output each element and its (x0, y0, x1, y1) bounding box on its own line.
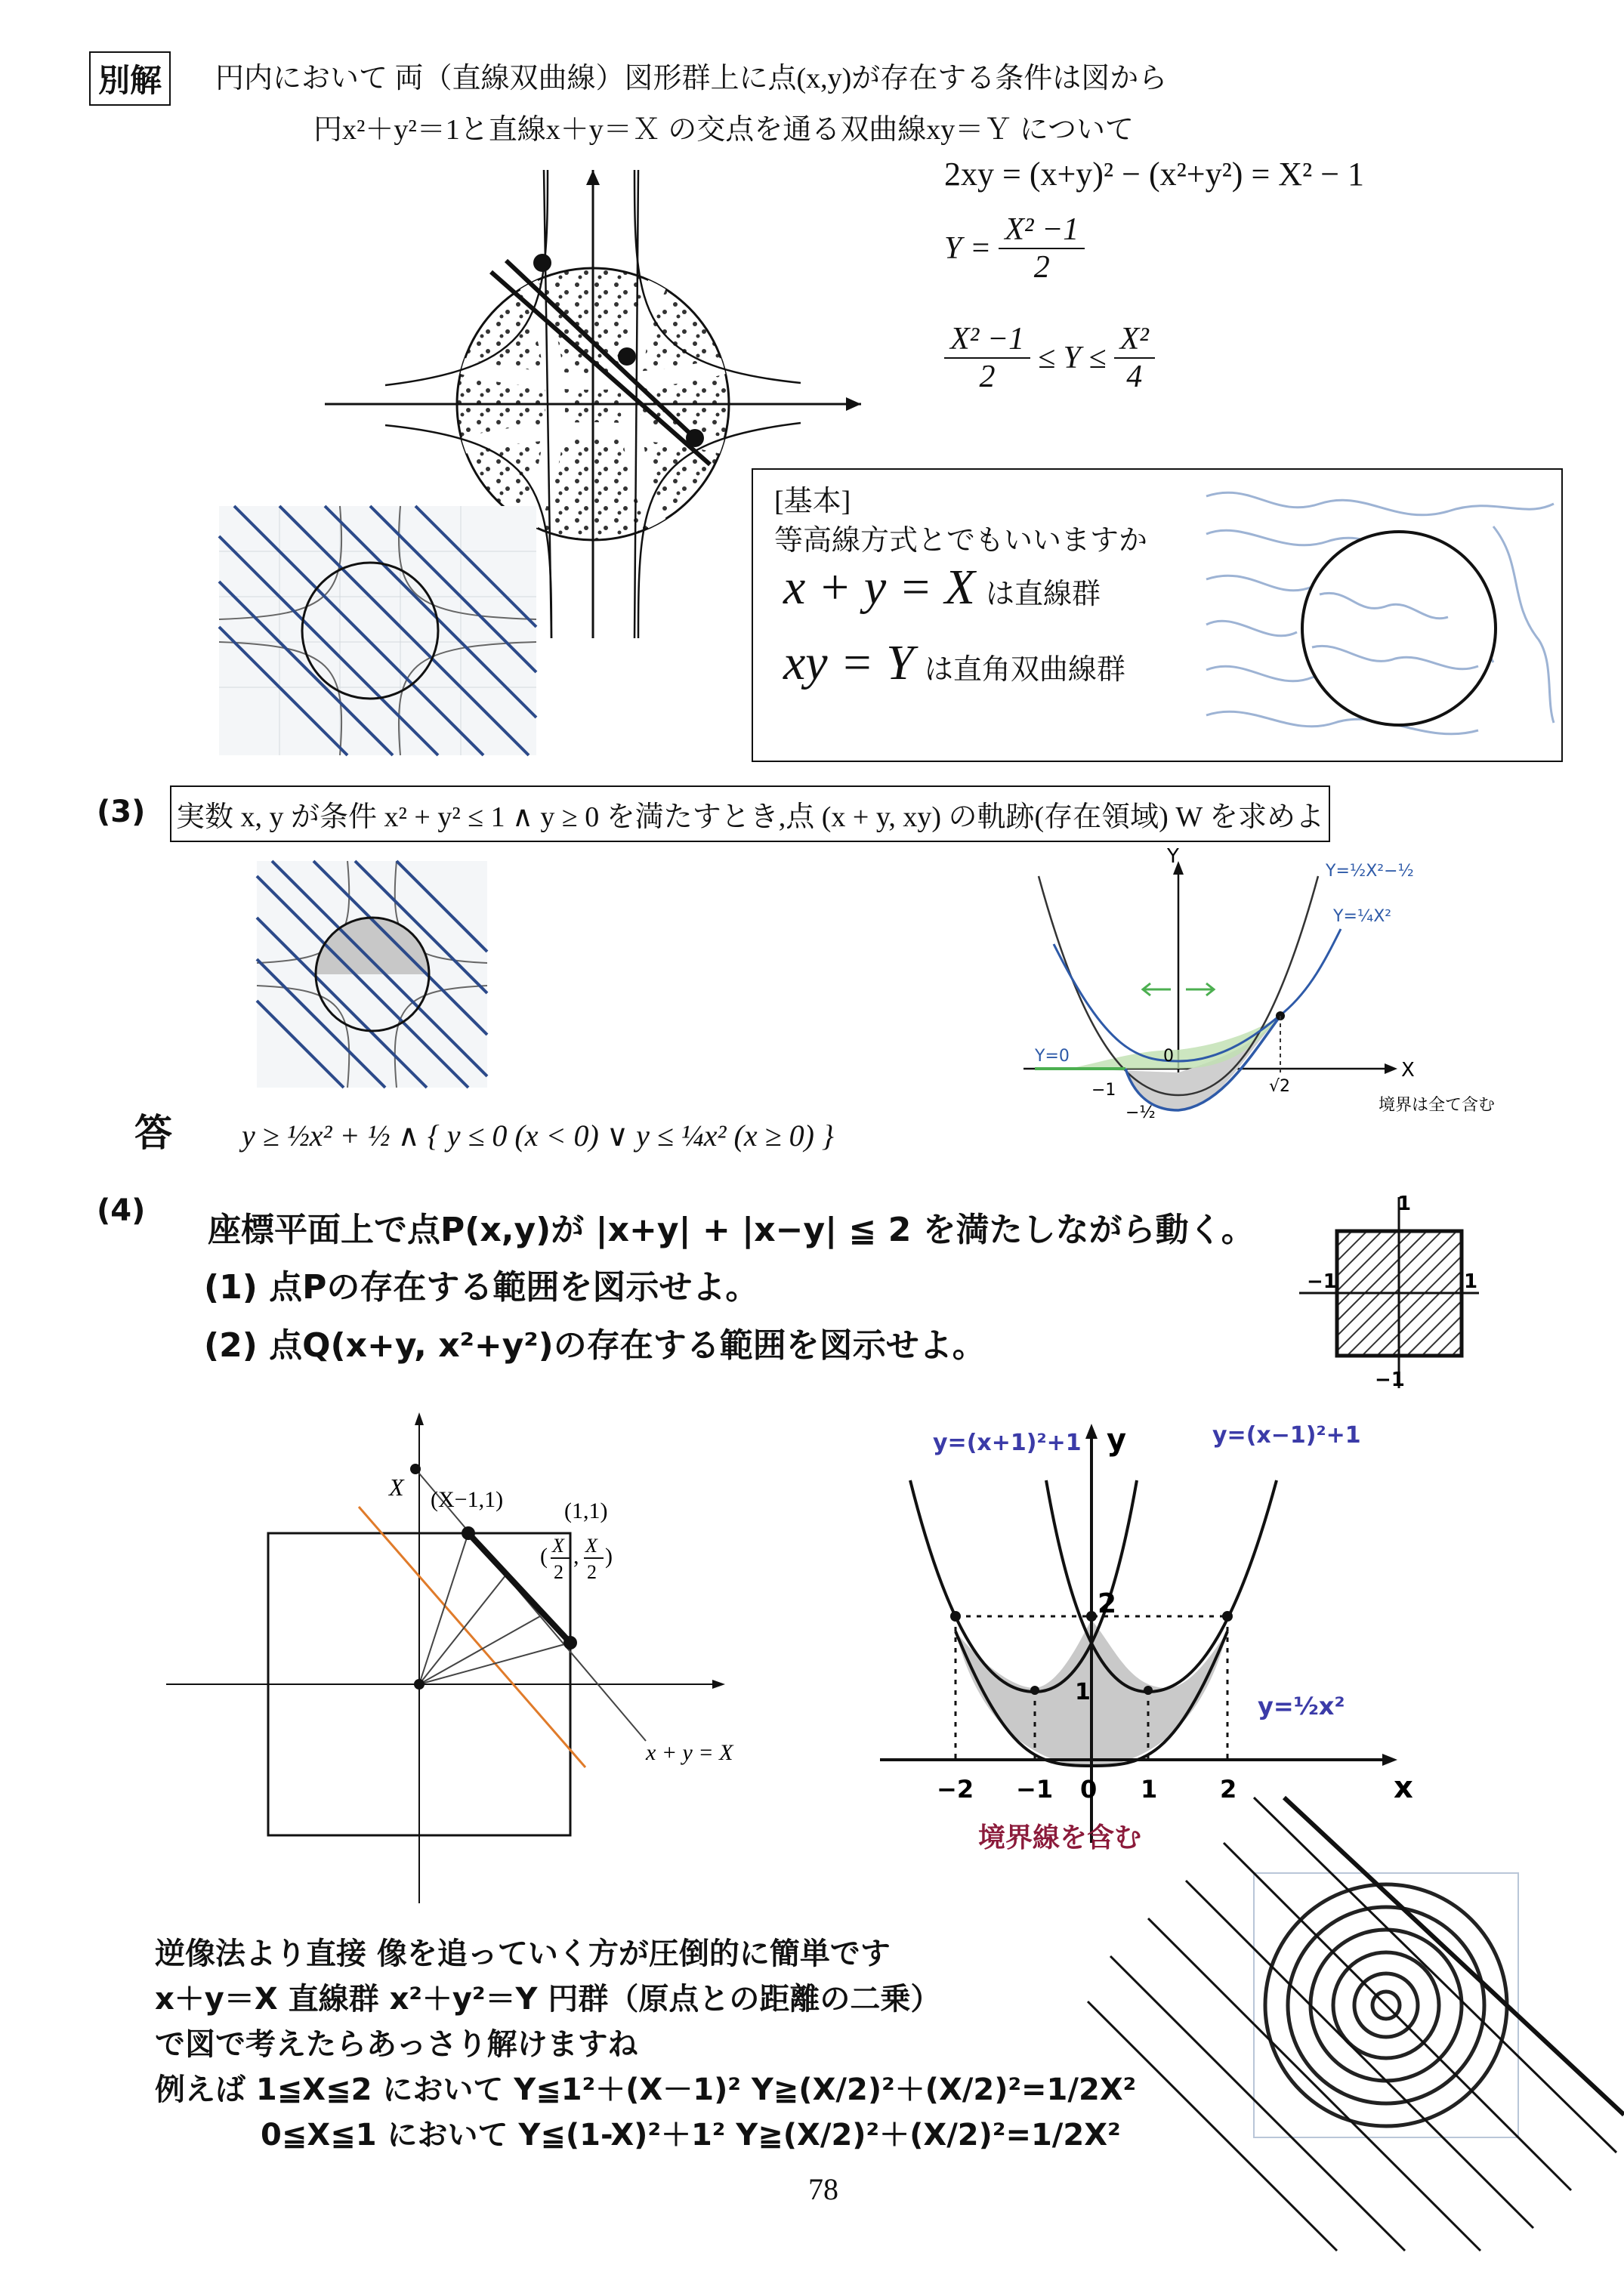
graph4b-x-axis-label: x (1394, 1770, 1413, 1805)
problem-3-statement: 実数 x, y が条件 x² + y² ≤ 1 ∧ y ≥ 0 を満たすとき,点 (x + y, xy) の軌跡(存在領域) W を求めよ (170, 785, 1330, 842)
graph3-tick-sqrt2: √2 (1269, 1077, 1291, 1096)
graph4b-tick-neg2: −2 (937, 1775, 974, 1804)
svg-text:,: , (573, 1544, 579, 1569)
square-label-bottom: −1 (1375, 1369, 1405, 1391)
eq3-denominator-2: 4 (1126, 360, 1143, 394)
square-label-top: 1 (1397, 1193, 1412, 1215)
basic-box-desc2: は直角双曲線群 (924, 654, 1125, 686)
equation-1: 2xy = (x+y)² − (x²+y²) = X² − 1 (944, 156, 1365, 193)
graph4b-note: 境界線を含む (978, 1822, 1142, 1853)
basic-info-box (752, 468, 1563, 762)
eq2-denominator: 2 (1033, 250, 1050, 285)
graph4a-point2-label: (1,1) (564, 1498, 608, 1523)
eq3-middle: ≤ Y ≤ (1038, 341, 1107, 375)
header-line-2: 円x²＋y²＝1と直線x＋y＝Ｘ の交点を通る双曲線xy＝Ｙ について (313, 114, 1135, 146)
svg-text:(: ( (540, 1544, 548, 1569)
problem-4-line2: (1) 点Pの存在する範囲を図示せよ。 (204, 1268, 759, 1307)
basic-box-formula2: xy = Y (783, 635, 914, 690)
eq2-lhs: Y = (944, 231, 992, 266)
graph3-curve1-label: Y=½X²−½ (1326, 862, 1414, 881)
graph3-tick-neghalf: −½ (1125, 1103, 1156, 1122)
graph3-y-axis-label: Y (1167, 845, 1179, 868)
graph4b-tick-neg1: −1 (1016, 1775, 1054, 1804)
graph3-curve2-label: Y=¼X² (1333, 907, 1392, 926)
graph3-y0-label: Y=0 (1035, 1047, 1070, 1066)
problem-3-left-diagram (257, 861, 487, 1088)
graph3-x-axis-label: X (1401, 1059, 1415, 1082)
graph4a-X-label: X (389, 1474, 404, 1501)
eq3-numerator-2: X² (1114, 321, 1155, 359)
page-number: 78 (808, 2172, 838, 2206)
graph4b-curve-left-label: y=(x+1)²+1 (933, 1430, 1082, 1456)
equation-2 (944, 211, 1085, 285)
graph4b-tick-0: 0 (1080, 1775, 1098, 1804)
graph4b-y-axis-label: y (1107, 1423, 1127, 1458)
basic-box-title: [基本] (774, 486, 851, 517)
bottom-text-line3: で図で考えたらあっさり解けますね (155, 2027, 638, 2062)
graph3-boundary-note: 境界は全て含む (1379, 1096, 1496, 1115)
problem-3-graph (1023, 845, 1552, 1122)
problem-4-line1: 座標平面上で点P(x,y)が |x+y| + |x−y| ≦ 2 を満たしながら動く。 (208, 1211, 1255, 1249)
graph4a-point3-den1: 2 (554, 1561, 563, 1583)
basic-box-formula1: x + y = X (783, 560, 975, 615)
eq3-numerator-1: X² −1 (944, 321, 1030, 359)
bottom-text-line4: 例えば 1≦X≦2 において Y≦1²＋(X－1)² Y≧(X/2)²＋(X/2)²=1/2X² (155, 2072, 1137, 2107)
problem-4-square-line-diagram (162, 1401, 752, 1907)
equation-3 (944, 321, 1155, 395)
blue-lines-hyperbola-diagram (219, 506, 536, 755)
basic-box-line1: 等高線方式とでもいいますか (774, 525, 1148, 557)
graph4b-val1: 1 (1075, 1679, 1091, 1705)
eq3-denominator-1: 2 (979, 360, 996, 394)
header-line-1: 円内において 両（直線双曲線）図形群上に点(x,y)が存在する条件は図から (215, 63, 1168, 94)
alt-solution-label: 別解 (89, 51, 171, 106)
basic-box-desc1: は直線群 (985, 579, 1101, 610)
contour-circle-diagram (1206, 474, 1554, 753)
answer-3-expression: y ≥ ½x² + ½ ∧ { y ≤ 0 (x < 0) ∨ y ≤ ¼x² (x ≥ 0) } (242, 1119, 834, 1153)
problem-4-parabola-graph (865, 1405, 1413, 1858)
bottom-text-line2: x＋y＝X 直線群 x²＋y²＝Y 円群（原点との距離の二乗） (155, 1982, 941, 2017)
graph4b-tick-2: 2 (1220, 1775, 1237, 1804)
graph4a-point3-num1: X (552, 1535, 564, 1557)
problem-3-number: (3) (97, 795, 146, 829)
graph4b-tick-1: 1 (1141, 1775, 1158, 1804)
square-label-right: 1 (1464, 1270, 1478, 1293)
graph4b-curve-mid-label: y=½x² (1258, 1692, 1345, 1721)
bottom-text-line1: 逆像法より直接 像を追っていく方が圧倒的に簡単です (155, 1937, 891, 1971)
problem-4-line3: (2) 点Q(x+y, x²+y²)の存在する範囲を図示せよ。 (204, 1326, 986, 1365)
answer-3-label: 答 (134, 1111, 172, 1155)
graph4a-point1-label: (X−1,1) (431, 1487, 504, 1512)
svg-text:): ) (605, 1544, 613, 1569)
graph4a-line-label: x + y = X (646, 1740, 733, 1765)
graph4a-point3-den2: 2 (587, 1561, 597, 1583)
bottom-text-line5: 0≦X≦1 において Y≦(1-X)²＋1² Y≧(X/2)²＋(X/2)²=1/2X² (261, 2118, 1121, 2153)
graph4b-curve-right-label: y=(x−1)²+1 (1212, 1422, 1361, 1449)
problem-4-number: (4) (97, 1193, 146, 1228)
eq2-numerator: X² −1 (999, 211, 1085, 249)
graph3-tick-neg1: −1 (1091, 1081, 1116, 1100)
graph4b-val2: 2 (1098, 1588, 1117, 1619)
concentric-circles-diagram (1088, 1798, 1624, 2258)
graph4a-point3-num2: X (585, 1535, 597, 1557)
square-label-left: −1 (1307, 1270, 1337, 1293)
graph3-origin-label: 0 (1163, 1047, 1174, 1066)
hatched-square-diagram (1284, 1193, 1480, 1390)
